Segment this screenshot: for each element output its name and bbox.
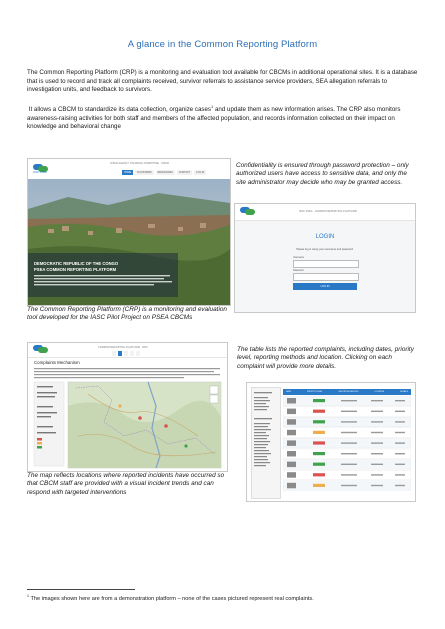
nav-home[interactable]: HOME (124, 171, 132, 174)
home-page-screenshot (27, 158, 231, 306)
map-page-heading: Complaints Mechanism (34, 360, 80, 365)
logo (33, 344, 59, 356)
table-row[interactable] (283, 407, 411, 417)
map-nav (112, 351, 140, 356)
footnote-ref: 1 (211, 104, 214, 109)
map-topbar (28, 343, 227, 358)
table-row[interactable] (283, 460, 411, 470)
page-title: A glance in the Common Reporting Platform (127, 39, 318, 50)
table-row[interactable] (283, 428, 411, 438)
map-page-body (28, 366, 227, 470)
intro-paragraph-2-text-a: It allows a CBCM to standardize its data collection, organize cases (28, 106, 212, 114)
complaints-table-body (283, 396, 411, 496)
login-button[interactable]: LOG IN (293, 283, 357, 290)
hero-line-1: DEMOCRATIC REPUBLIC OF THE CONGO (34, 261, 119, 266)
footnote-number: 1 (27, 594, 29, 598)
column-details: DETAILS (400, 391, 408, 393)
caption-crp-tool: The Common Reporting Platform (CRP) is a monitoring and evaluation tool developed for the IASC Pilot Project on PSEA CBCMs (27, 306, 227, 322)
complaints-table-screenshot (246, 382, 416, 502)
filter-list (252, 388, 280, 498)
column-method: REPORTING METHOD (338, 391, 359, 393)
username-field[interactable] (293, 260, 359, 268)
footnote (27, 593, 427, 603)
table-row[interactable] (283, 438, 411, 448)
nav-contact[interactable]: CONTACT (178, 171, 191, 174)
landscape-photo (28, 179, 230, 305)
table-row[interactable] (283, 470, 411, 480)
home-nav (122, 170, 206, 175)
username-label: Username (293, 256, 305, 259)
login-screenshot (234, 203, 416, 313)
nav-platforms[interactable]: PLATFORMS (137, 171, 152, 174)
table-row[interactable] (283, 449, 411, 459)
home-topbar (28, 159, 230, 180)
hero-line-2: PSEA COMMON REPORTING PLATFORM (34, 267, 117, 272)
logo (240, 206, 266, 218)
footnote-text: The images shown here are from a demonstration platform – none of the cases pictured represent real complaints. (29, 595, 314, 602)
password-label: Password (293, 269, 304, 272)
caption-map: The map reflects locations where reported incidents have occurred so that CBCM staff are provided with a visual incident trends and can respond with targeted interventions (27, 472, 225, 496)
table-row[interactable] (283, 396, 411, 406)
filter-sidebar (251, 387, 281, 499)
login-heading: LOGIN (315, 234, 335, 240)
map-header-text: COMMON REPORTING PLATFORM · DRC (98, 346, 148, 349)
column-priority: PRIORITY LEVEL (307, 391, 323, 393)
table-header (283, 389, 411, 395)
footnote-divider (27, 589, 135, 590)
intro-paragraph-2 (27, 103, 419, 132)
caption-confidentiality: Confidentiality is ensured through password protection – only authorized users have access to sensitive data, and only the site administrator may decide who may be granted access. (236, 162, 409, 186)
login-prompt: Please log in using your username and password. (296, 248, 354, 251)
intro-paragraph-1: The Common Reporting Platform (CRP) is a monitoring and evaluation tool available for CBCMs in additional operational sites. It is a database that is used to record and track all complaints received, survivor referrals to assistance service providers, SEA allegation referrals to investigation units, and feedback to survivors. (27, 69, 418, 94)
intro-paragraph-2-text-b: and update them as new information arises. The CRP also monitors awareness-raising activities for both staff and members of the affected population, and records information collected on their impact on knowledge and behavioral change (27, 106, 401, 131)
column-date: DATE (286, 391, 291, 393)
table-row[interactable] (283, 481, 411, 491)
table-row[interactable] (283, 417, 411, 427)
nav-login[interactable]: LOG IN (196, 171, 205, 174)
map-page-screenshot (27, 342, 228, 472)
nav-resources[interactable]: RESOURCES (157, 171, 173, 174)
logo: IASC PSEA (33, 163, 59, 175)
login-header-text: IASC PSEA · COMMON REPORTING PLATFORM (299, 210, 357, 213)
password-field[interactable] (293, 273, 359, 281)
column-location: LOCATION (374, 391, 385, 393)
caption-table: The table lists the reported complaints, including dates, priority level, reporting methods and location. Clicking on each complaint will provide more details. (237, 346, 414, 370)
home-header-text: INTER-AGENCY STANDING COMMITTEE · CBCM (110, 162, 169, 165)
login-topbar (235, 204, 415, 221)
